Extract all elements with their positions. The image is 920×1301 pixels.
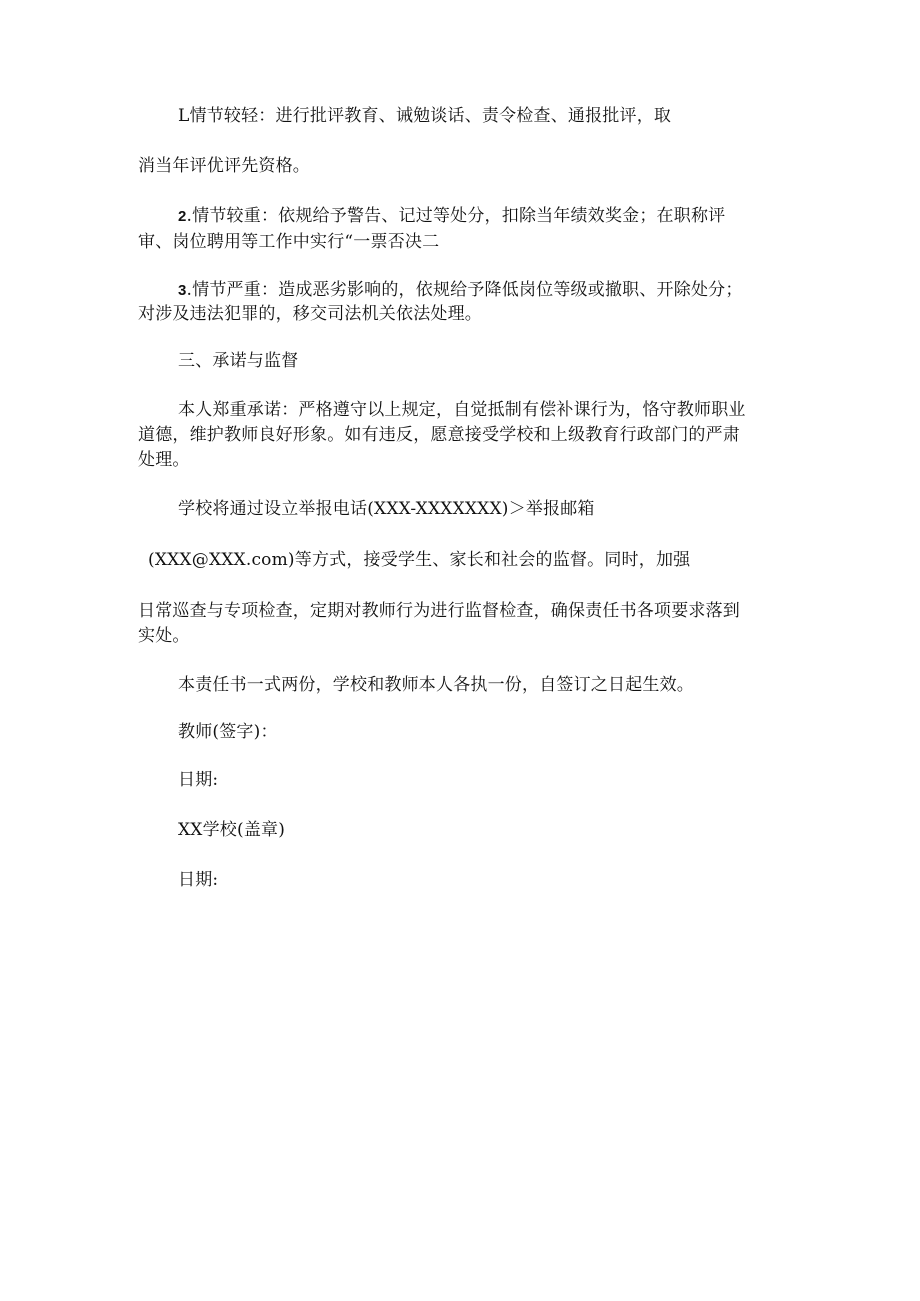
commitment-line-1: 本人郑重承诺：严格遵守以上规定，自觉抵制有偿补课行为，恪守教师职业 xyxy=(178,400,746,420)
paragraph-severe-text: .情节严重：造成恶劣影响的，依规给予降低岗位等级或撤职、开除处分； xyxy=(186,280,743,300)
teacher-signature-label: 教师(签字)： xyxy=(178,722,278,742)
teacher-date-label: 日期: xyxy=(178,770,219,790)
supervision-line-1: 学校将通过设立举报电话(XXX-XXXXXXX)＞举报邮箱 xyxy=(178,499,595,519)
school-date-label: 日期: xyxy=(178,870,219,890)
section-heading: 三、承诺与监督 xyxy=(178,351,299,371)
paragraph-minor-line-1: L情节较轻：进行批评教育、诫勉谈话、责令检查、通报批评，取 xyxy=(178,106,672,126)
supervision-line-3: 日常巡查与专项检查，定期对教师行为进行监督检查，确保责任书各项要求落到 xyxy=(138,601,740,621)
commitment-line-3: 处理。 xyxy=(138,450,190,470)
supervision-line-2: (XXX@XXX.com)等方式，接受学生、家长和社会的监督。同时，加强 xyxy=(148,550,691,570)
paragraph-minor-line-2: 消当年评优评先资格。 xyxy=(138,156,310,176)
item-number-2: 2 xyxy=(178,208,187,225)
paragraph-moderate-line-2: 审、岗位聘用等工作中实行“一票否决二 xyxy=(138,232,440,252)
commitment-line-2: 道德，维护教师良好形象。如有违反，愿意接受学校和上级教育行政部门的严肃 xyxy=(138,425,740,445)
validity-statement: 本责任书一式两份，学校和教师本人各执一份，自签订之日起生效。 xyxy=(178,675,694,695)
paragraph-severe-line-1 xyxy=(178,278,828,303)
supervision-line-4: 实处。 xyxy=(138,626,190,646)
paragraph-severe-line-2: 对涉及违法犯罪的，移交司法机关依法处理。 xyxy=(138,304,482,324)
item-number-3: 3 xyxy=(178,282,187,299)
paragraph-moderate-text: .情节较重：依规给予警告、记过等处分，扣除当年绩效奖金；在职称评 xyxy=(186,206,726,226)
school-seal-label: XX学校(盖章) xyxy=(178,820,286,840)
paragraph-moderate-line-1 xyxy=(178,204,828,229)
